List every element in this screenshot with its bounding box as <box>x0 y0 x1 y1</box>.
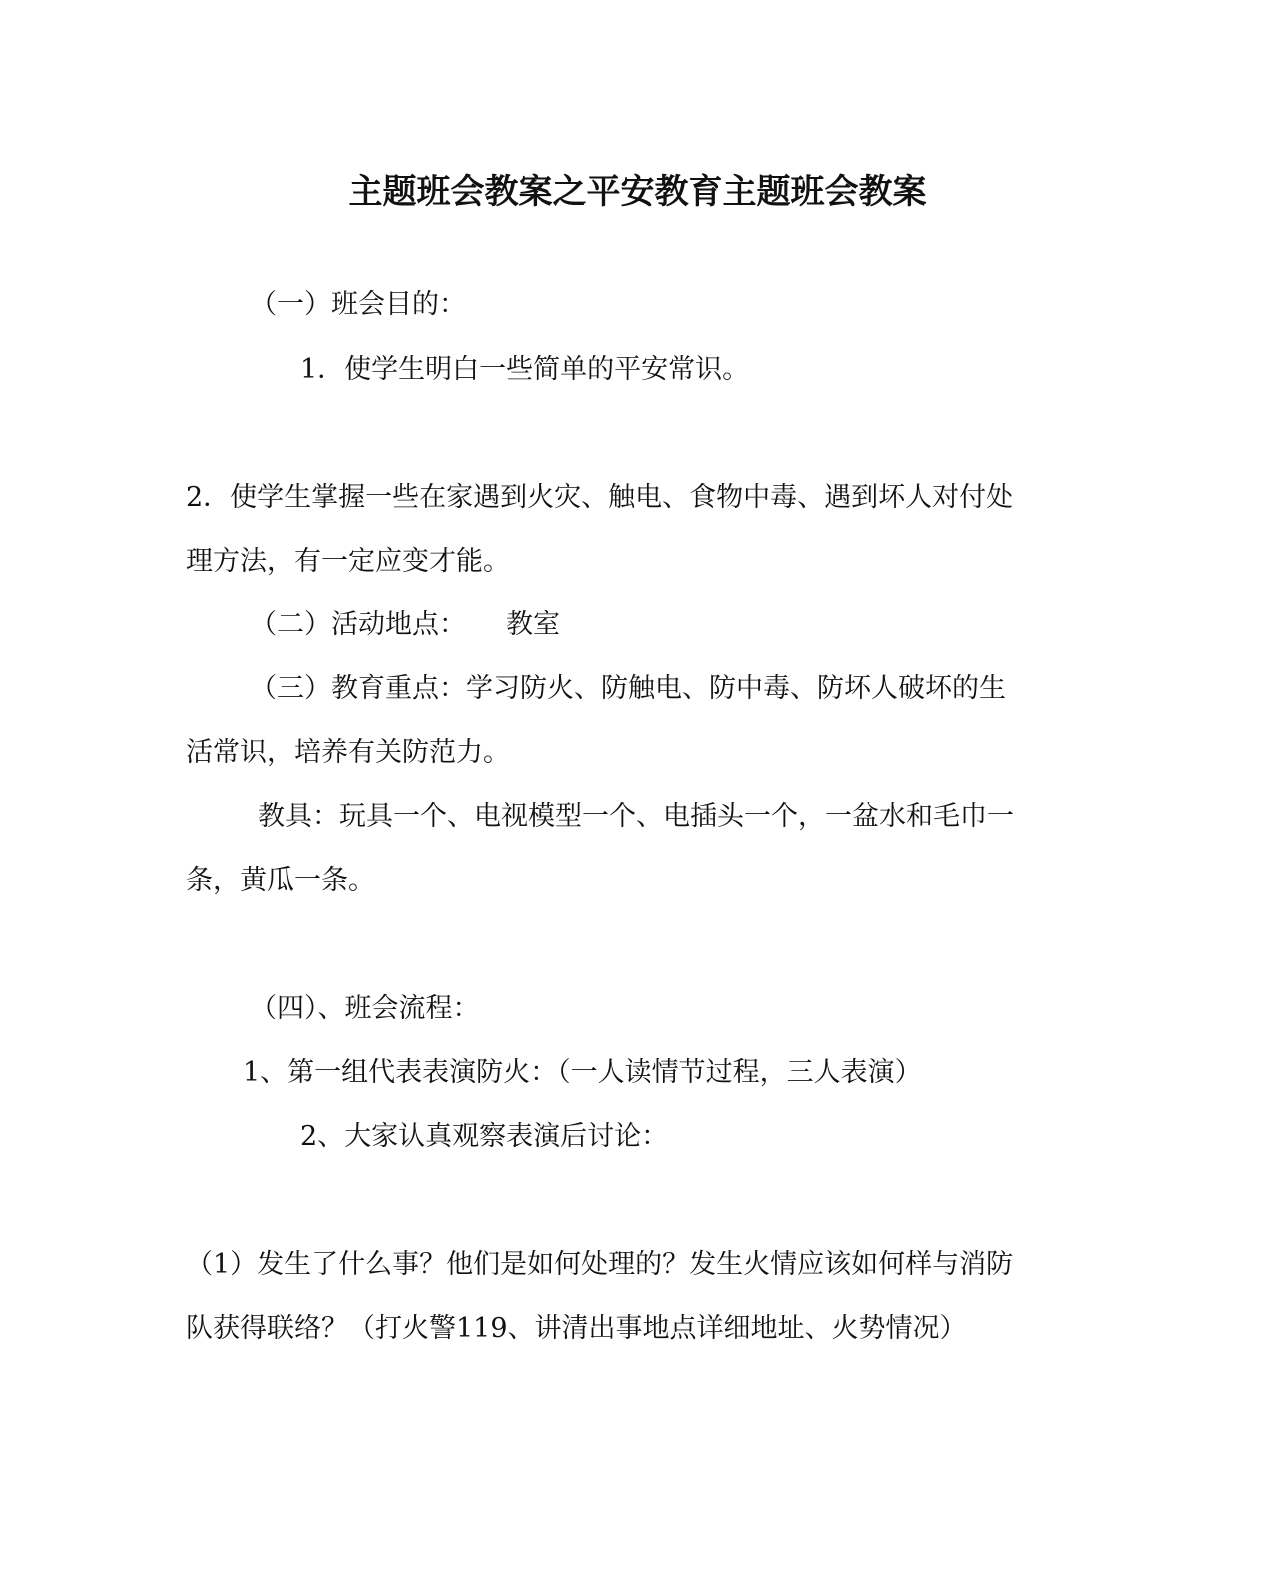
discussion-question-1-line-1: （1）发生了什么事？他们是如何处理的？发生火情应该如何样与消防 <box>186 1249 1014 1280</box>
process-step-1: 1、第一组代表表演防火：（一人读情节过程，三人表演） <box>243 1057 922 1088</box>
process-step-2: 2、大家认真观察表演后讨论： <box>300 1121 669 1152</box>
discussion-question-1-line-2: 队获得联络？（打火警119、讲清出事地点详细地址、火势情况） <box>186 1313 967 1344</box>
purpose-item-1: 1．使学生明白一些简单的平安常识。 <box>300 354 750 385</box>
section-heading-purpose: （一）班会目的： <box>250 289 466 320</box>
section-heading-focus-line-1: （三）教育重点：学习防火、防触电、防中毒、防坏人破坏的生 <box>250 673 1006 704</box>
section-heading-focus-line-2: 活常识，培养有关防范力。 <box>186 737 510 768</box>
location-value: 教室 <box>506 609 560 640</box>
section-heading-location <box>250 605 560 645</box>
location-label: （二）活动地点： <box>250 609 466 640</box>
purpose-item-2-line-2: 理方法，有一定应变才能。 <box>186 546 510 577</box>
section-heading-process: （四）、班会流程： <box>250 993 480 1024</box>
teaching-tools-line-2: 条，黄瓜一条。 <box>186 865 375 896</box>
purpose-item-2-line-1: 2．使学生掌握一些在家遇到火灾、触电、食物中毒、遇到坏人对付处 <box>186 482 1014 513</box>
teaching-tools-line-1: 教具：玩具一个、电视模型一个、电插头一个，一盆水和毛巾一 <box>258 801 1014 832</box>
document-title: 主题班会教案之平安教育主题班会教案 <box>348 172 927 212</box>
